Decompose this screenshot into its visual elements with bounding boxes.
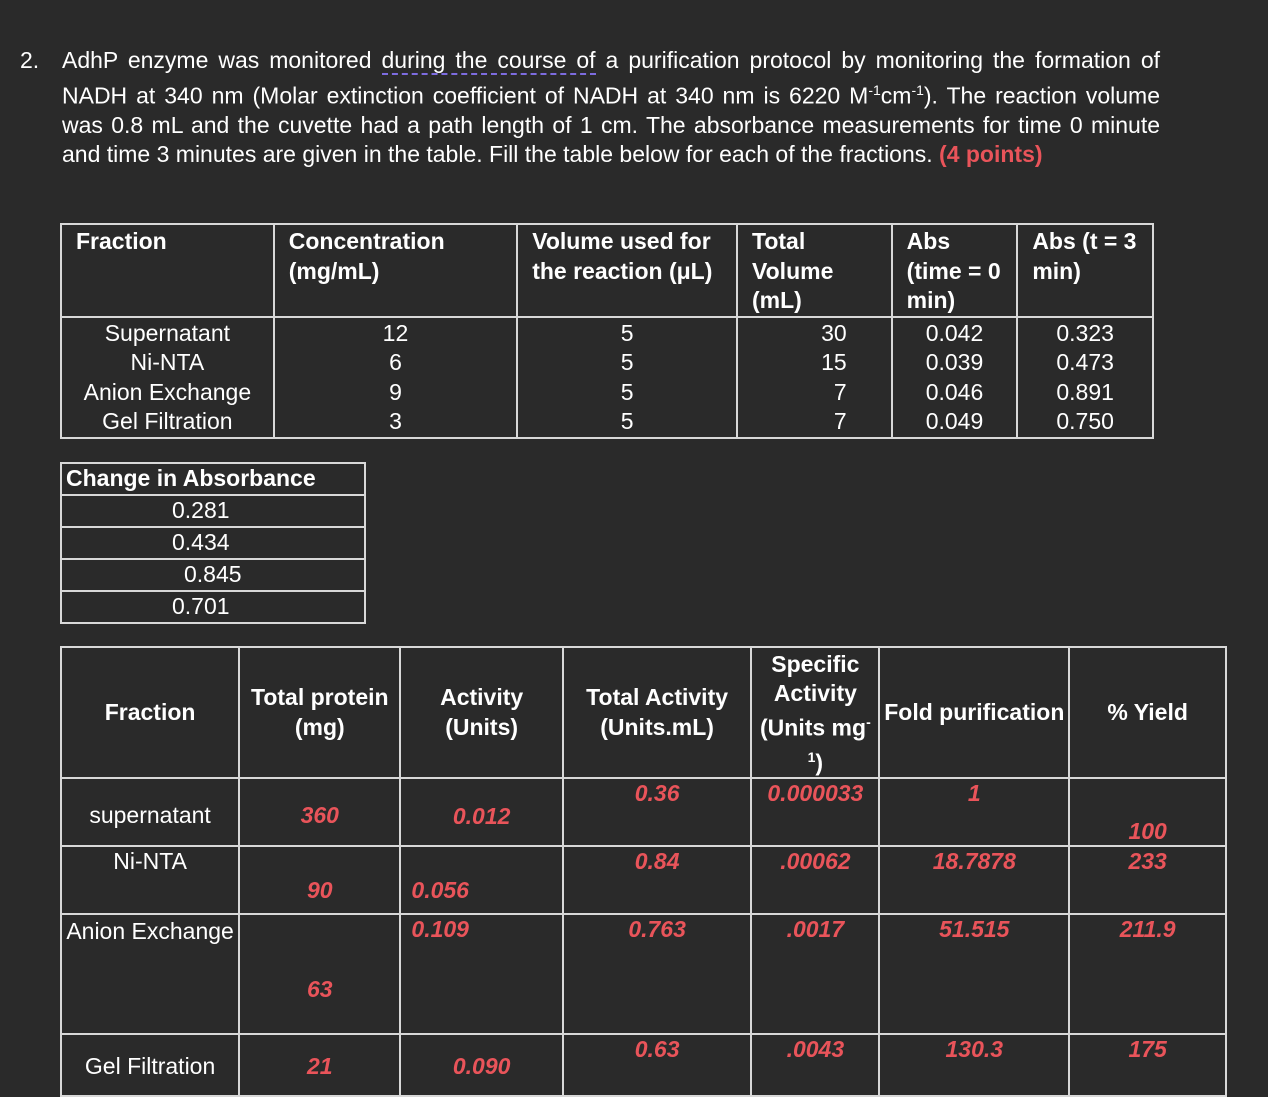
header-abs-time0: Abs (time = 0 min) <box>892 224 1018 317</box>
question-body: AdhP enzyme was monitored during the course of a purification protocol by monitoring the formation of NADH at 340 nm (Molar extinction coefficient of NADH at 340 nm is 6220 $M^{-1}cm^{-1}$). The reaction volume was 0.8 mL and the cuvette had a path length of 1 cm. The absorbance measurements for time 0 minute and time 3 minutes are given in the table. Fill the table below for each of the fractions. (4 points) <box>62 47 1160 168</box>
table1-header-row <box>61 224 1153 317</box>
abs-time0-column: 0.042 0.039 0.046 0.049 <box>892 317 1018 438</box>
absorbance-data-table <box>60 223 1154 439</box>
abs-time3-column: 0.323 0.473 0.891 0.750 <box>1017 317 1153 438</box>
header-total-activity: Total Activity (Units.mL) <box>563 647 752 778</box>
question-number: 2. <box>20 47 40 73</box>
concentration-column: 12 6 9 3 <box>274 317 517 438</box>
change-in-absorbance-table <box>60 462 366 624</box>
header-fold-purification: Fold purification <box>879 647 1069 778</box>
table3-header-row <box>61 647 1226 778</box>
table-row: Gel Filtration 21 0.090 0.63 .0043 130.3 175 <box>61 1034 1226 1096</box>
header-fraction: Fraction <box>61 647 239 778</box>
header-specific-activity: Specific Activity (Units $mg^{-1}$) <box>751 647 879 778</box>
fraction-column: Supernatant Ni-NTA Anion Exchange Gel Filtration <box>61 317 274 438</box>
header-total-protein: Total protein (mg) <box>239 647 400 778</box>
header-concentration: Concentration (mg/mL) <box>274 224 517 317</box>
table-row: Anion Exchange 63 0.109 0.763 .0017 51.515 211.9 <box>61 914 1226 1034</box>
change-absorbance-value: 0.434 <box>61 527 365 559</box>
change-absorbance-value: 0.281 <box>61 495 365 527</box>
table1-data-row <box>61 317 1153 438</box>
header-abs-time3: Abs (t = 3 min) <box>1017 224 1153 317</box>
question-text <box>20 46 1160 170</box>
points-label: (4 points) <box>939 141 1043 168</box>
header-fraction: Fraction <box>61 224 274 317</box>
volume-used-column: 5 5 5 5 <box>517 317 737 438</box>
header-yield: % Yield <box>1069 647 1226 778</box>
yield-above-value: 100 <box>1128 818 1167 845</box>
purification-table <box>60 646 1227 1097</box>
header-volume-used: Volume used for the reaction (μL) <box>517 224 737 317</box>
dotted-underline-phrase: during the course of <box>381 47 596 73</box>
header-total-volume: Total Volume (mL) <box>737 224 892 317</box>
change-absorbance-value: 0.701 <box>61 591 365 623</box>
table-row: supernatant 360 0.012 0.36 0.000033 1 <box>61 778 1226 846</box>
table-row: Ni-NTA 90 0.056 0.84 .00062 18.7878 100 233 <box>61 846 1226 914</box>
change-absorbance-value: 0.845 <box>61 559 365 591</box>
header-activity: Activity (Units) <box>400 647 562 778</box>
total-volume-column: 30 15 7 7 <box>737 317 892 438</box>
change-absorbance-header: Change in Absorbance <box>61 463 365 495</box>
